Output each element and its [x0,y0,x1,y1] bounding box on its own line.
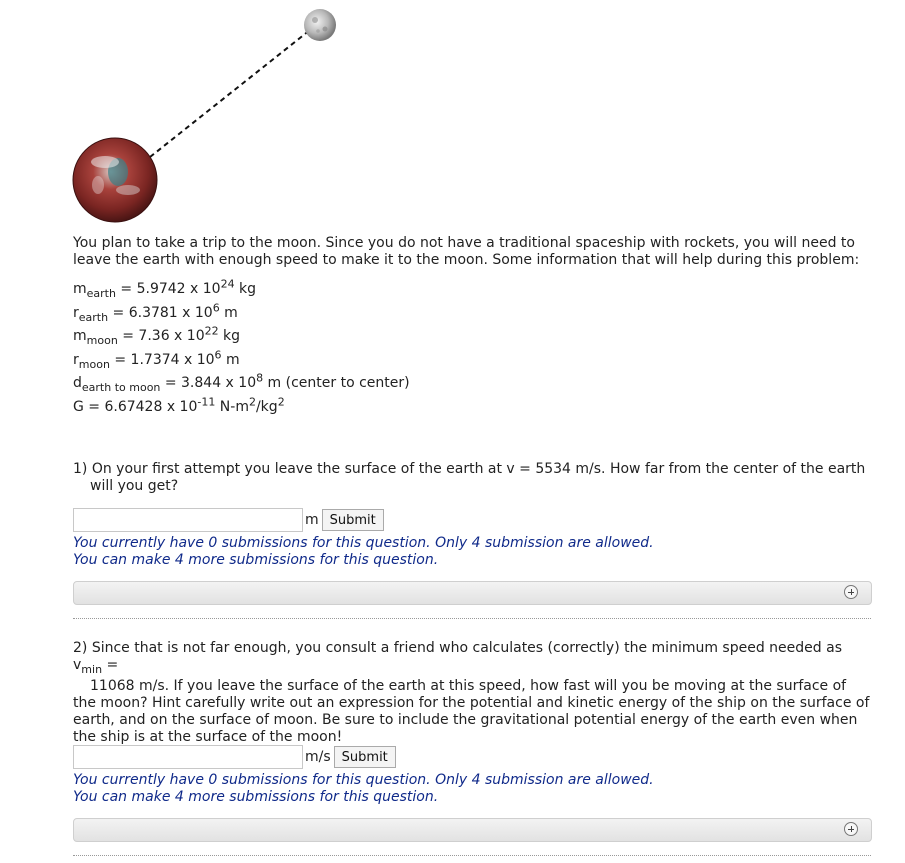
plus-icon[interactable] [844,585,858,599]
question-2-expand-bar[interactable] [73,818,872,842]
question-1-answer-row [73,508,384,532]
question-1-remaining-notice: You can make 4 more submissions for this question. [73,552,439,568]
problem-content [73,235,873,805]
given-distance-earth-moon: $d_{earth to moon} = 3.844$ x $10^8$ m (center to center) [73,371,410,394]
earth-image [73,138,157,222]
question-1-unit: m [305,511,319,528]
question-1-text: 1) On your first attempt you leave the surface of the earth at v = 5534 m/s. How far from the center of the earth will you get? [73,461,866,494]
given-radius-earth: $r_{earth} = 6.3781$ x $10^6$ m [73,300,238,324]
earth-moon-illustration [0,0,905,235]
question-separator [73,618,871,619]
plus-icon[interactable] [844,822,858,836]
given-mass-moon: $m_{moon} = 7.36$ x $10^{22}$ kg [73,324,241,347]
problem-intro: You plan to take a trip to the moon. Since you do not have a traditional spaceship with rockets, you will need to leave the earth with enough speed to make it to the moon. Some information that will help during this problem: [73,235,860,268]
question-2-text: 2) Since that is not far enough, you consult a friend who calculates (correctly) the minimum speed needed as $v_{min}$ = 11068 m/s. If you leave the surface of the earth at this speed, how fast will you be moving at the surface of the moon? Hint carefully write out an expression for the potential and kinetic energy of the ship on the surface of earth, and on the surface of moon. Be sure to include the gravitational potential energy of the earth even when the ship is at the surface of the moon! [73,640,870,745]
given-radius-moon: $r_{moon} = 1.7374$ x $10^6$ m [73,347,240,371]
question-1-answer-input[interactable] [73,508,303,532]
question-2-unit: m/s [305,748,331,765]
given-gravitational-constant: G = 6.67428 x $10^{-11}$ $N-m^2/kg^2$ [73,394,285,415]
question-2-answer-row [73,745,396,769]
question-2-submission-notice: You currently have 0 submissions for this question. Only 4 submission are allowed. [73,772,654,788]
moon-image [304,9,336,41]
trajectory-line [150,30,310,157]
question-2-remaining-notice: You can make 4 more submissions for this question. [73,789,439,805]
question-2-submit-button[interactable]: Submit [334,746,396,768]
given-values [73,278,873,419]
question-1-submit-button[interactable]: Submit [322,509,384,531]
given-mass-earth: $m_{earth} = 5.9742$ x $10^{24}$ kg [73,277,257,300]
question-2-answer-input[interactable] [73,745,303,769]
question-1-submission-notice: You currently have 0 submissions for this question. Only 4 submission are allowed. [73,535,654,551]
question-separator [73,855,871,856]
question-1-expand-bar[interactable] [73,581,872,605]
